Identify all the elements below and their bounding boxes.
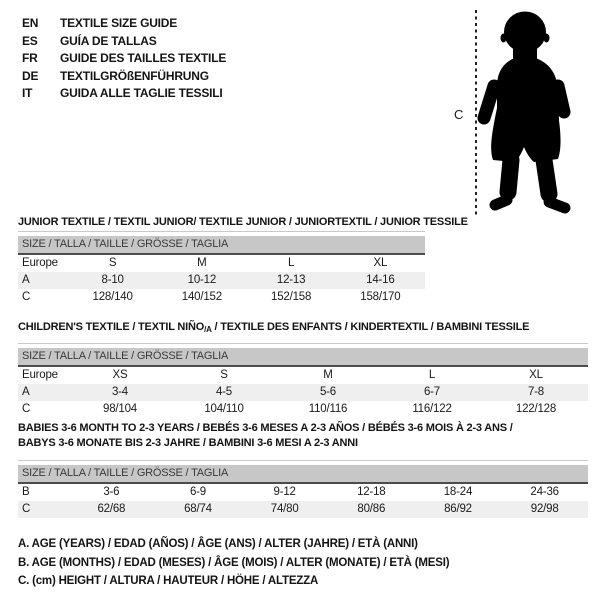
table-cell: C [22, 403, 31, 415]
table-cell: 62/68 [97, 503, 126, 515]
children-size-table [18, 343, 588, 418]
table-cell: 12-13 [276, 274, 306, 286]
lang-row-it [22, 85, 226, 103]
size-header-label: SIZE / TALLA / TAILLE / GRÖSSE / TAGLIA [18, 348, 588, 366]
table-cell: 6-7 [423, 386, 441, 398]
table-cell: 6-9 [189, 486, 206, 498]
children-title-subscript: /A [204, 325, 212, 334]
children-title-text: / TEXTILE DES ENFANTS / KINDERTEXTIL / BAMBINI TESSILE [211, 321, 530, 333]
lang-label: GUIDE DES TAILLES TEXTILE [60, 51, 227, 65]
table-row [18, 272, 425, 289]
table-header [18, 465, 588, 483]
height-figure [445, 2, 597, 220]
table-cell: L [428, 369, 436, 381]
lang-code: ES [22, 33, 38, 48]
table-cell: 10-12 [187, 274, 217, 286]
language-list [22, 15, 226, 103]
table-cell: 86/92 [444, 503, 472, 515]
table-cell: 7-8 [527, 386, 545, 398]
table-cell: 3-4 [111, 386, 129, 398]
table-cell: 158/170 [360, 291, 401, 303]
table-cell: M [197, 257, 207, 269]
junior-table-title [18, 215, 468, 230]
children-table-title [18, 320, 529, 337]
lang-row-de [22, 68, 226, 86]
table-row [18, 366, 588, 384]
table-cell: Europe [22, 257, 58, 269]
baby-silhouette-icon [484, 12, 565, 209]
size-header-label: SIZE / TALLA / TAILLE / GRÖSSE / TAGLIA [18, 465, 588, 483]
lang-label: GUÍA DE TALLAS [60, 33, 157, 48]
table-cell: M [323, 369, 333, 381]
table-cell: 5-6 [319, 386, 337, 398]
table-cell: 116/122 [412, 403, 452, 415]
footnote-c: C. (cm) HEIGHT / ALTURA / HAUTEUR / HÖHE / ALTEZZA [18, 575, 319, 587]
footnote-a: A. AGE (YEARS) / EDAD (AÑOS) / ÂGE (ANS) / ALTER (JAHRE) / ETÀ (ANNI) [18, 538, 418, 550]
table-cell: 18-24 [443, 486, 473, 498]
height-label: C [454, 107, 464, 122]
table-cell: C [22, 291, 31, 303]
footnote-b: B. AGE (MONTHS) / EDAD (MESES) / ÂGE (MOIS) / ALTER (MONATE) / ETÀ (MESI) [18, 556, 450, 569]
lang-label: TEXTILGRÖßENFÜHRUNG [60, 68, 209, 83]
lang-code: DE [22, 68, 39, 83]
table-cell: 104/110 [204, 403, 244, 415]
table-header [18, 348, 588, 366]
junior-title-text: JUNIOR TEXTILE / TEXTIL JUNIOR/ TEXTILE JUNIOR / JUNIORTEXTIL / JUNIOR TESSILE [18, 216, 468, 228]
table-cell: XL [373, 257, 388, 269]
lang-code: IT [22, 86, 33, 100]
table-cell: 92/98 [530, 503, 559, 515]
table-cell: 9-12 [273, 486, 296, 498]
baby-figure-svg [445, 2, 597, 220]
children-title-text: CHILDREN'S TEXTILE / TEXTIL NIÑO [18, 321, 205, 333]
babies-title-line2: BABYS 3-6 MONATE BIS 2-3 JAHRE / BAMBINI 3-6 MESI A 2-3 ANNI [18, 437, 358, 449]
table-cell: S [220, 369, 228, 381]
table-cell: 3-6 [103, 486, 120, 498]
lang-code: FR [22, 51, 38, 65]
table-cell: 80/86 [357, 503, 386, 515]
table-row [18, 384, 588, 401]
table-cell: 12-18 [357, 486, 386, 498]
table-cell: 68/74 [184, 503, 212, 515]
table-cell: 4-5 [215, 386, 233, 398]
table-cell: 8-10 [101, 274, 124, 286]
table-header [18, 236, 425, 254]
lang-row-es [22, 33, 226, 51]
table-cell: L [288, 257, 295, 269]
junior-size-table [18, 231, 425, 306]
table-cell: 14-16 [366, 274, 395, 286]
table-row [18, 401, 588, 418]
table-cell: Europe [22, 369, 58, 381]
lang-row-fr [22, 50, 226, 68]
table-cell: 152/158 [271, 291, 312, 303]
lang-label: GUIDA ALLE TAGLIE TESSILI [60, 86, 223, 100]
table-row [18, 254, 425, 272]
babies-title-line1: BABIES 3-6 MONTH TO 2-3 YEARS / BEBÉS 3-6 MESES A 2-3 AÑOS / BÉBÉS 3-6 MOIS À 2-3 ANS / [18, 422, 513, 434]
table-cell: A [22, 386, 30, 398]
table-cell: 140/152 [181, 291, 222, 303]
table-cell: XS [112, 369, 128, 381]
table-cell: A [22, 274, 30, 286]
table-cell: 110/116 [308, 403, 348, 415]
lang-row-en [22, 15, 226, 33]
babies-size-table [18, 460, 588, 518]
table-cell: 128/140 [92, 291, 133, 303]
table-row [18, 289, 425, 306]
babies-table-title [18, 421, 513, 451]
table-cell: 98/104 [103, 403, 137, 415]
table-cell: 74/80 [270, 503, 299, 515]
lang-code: EN [22, 16, 39, 30]
table-cell: B [22, 486, 30, 498]
table-cell: 24-36 [530, 486, 559, 498]
table-cell: S [108, 257, 117, 269]
size-header-label: SIZE / TALLA / TAILLE / GRÖSSE / TAGLIA [18, 236, 425, 254]
lang-label: TEXTILE SIZE GUIDE [60, 16, 178, 30]
table-cell: C [22, 503, 31, 515]
table-row [18, 501, 588, 518]
table-row [18, 483, 588, 501]
table-cell: XL [529, 369, 543, 381]
table-cell: 122/128 [515, 403, 557, 415]
footnotes [18, 535, 449, 591]
